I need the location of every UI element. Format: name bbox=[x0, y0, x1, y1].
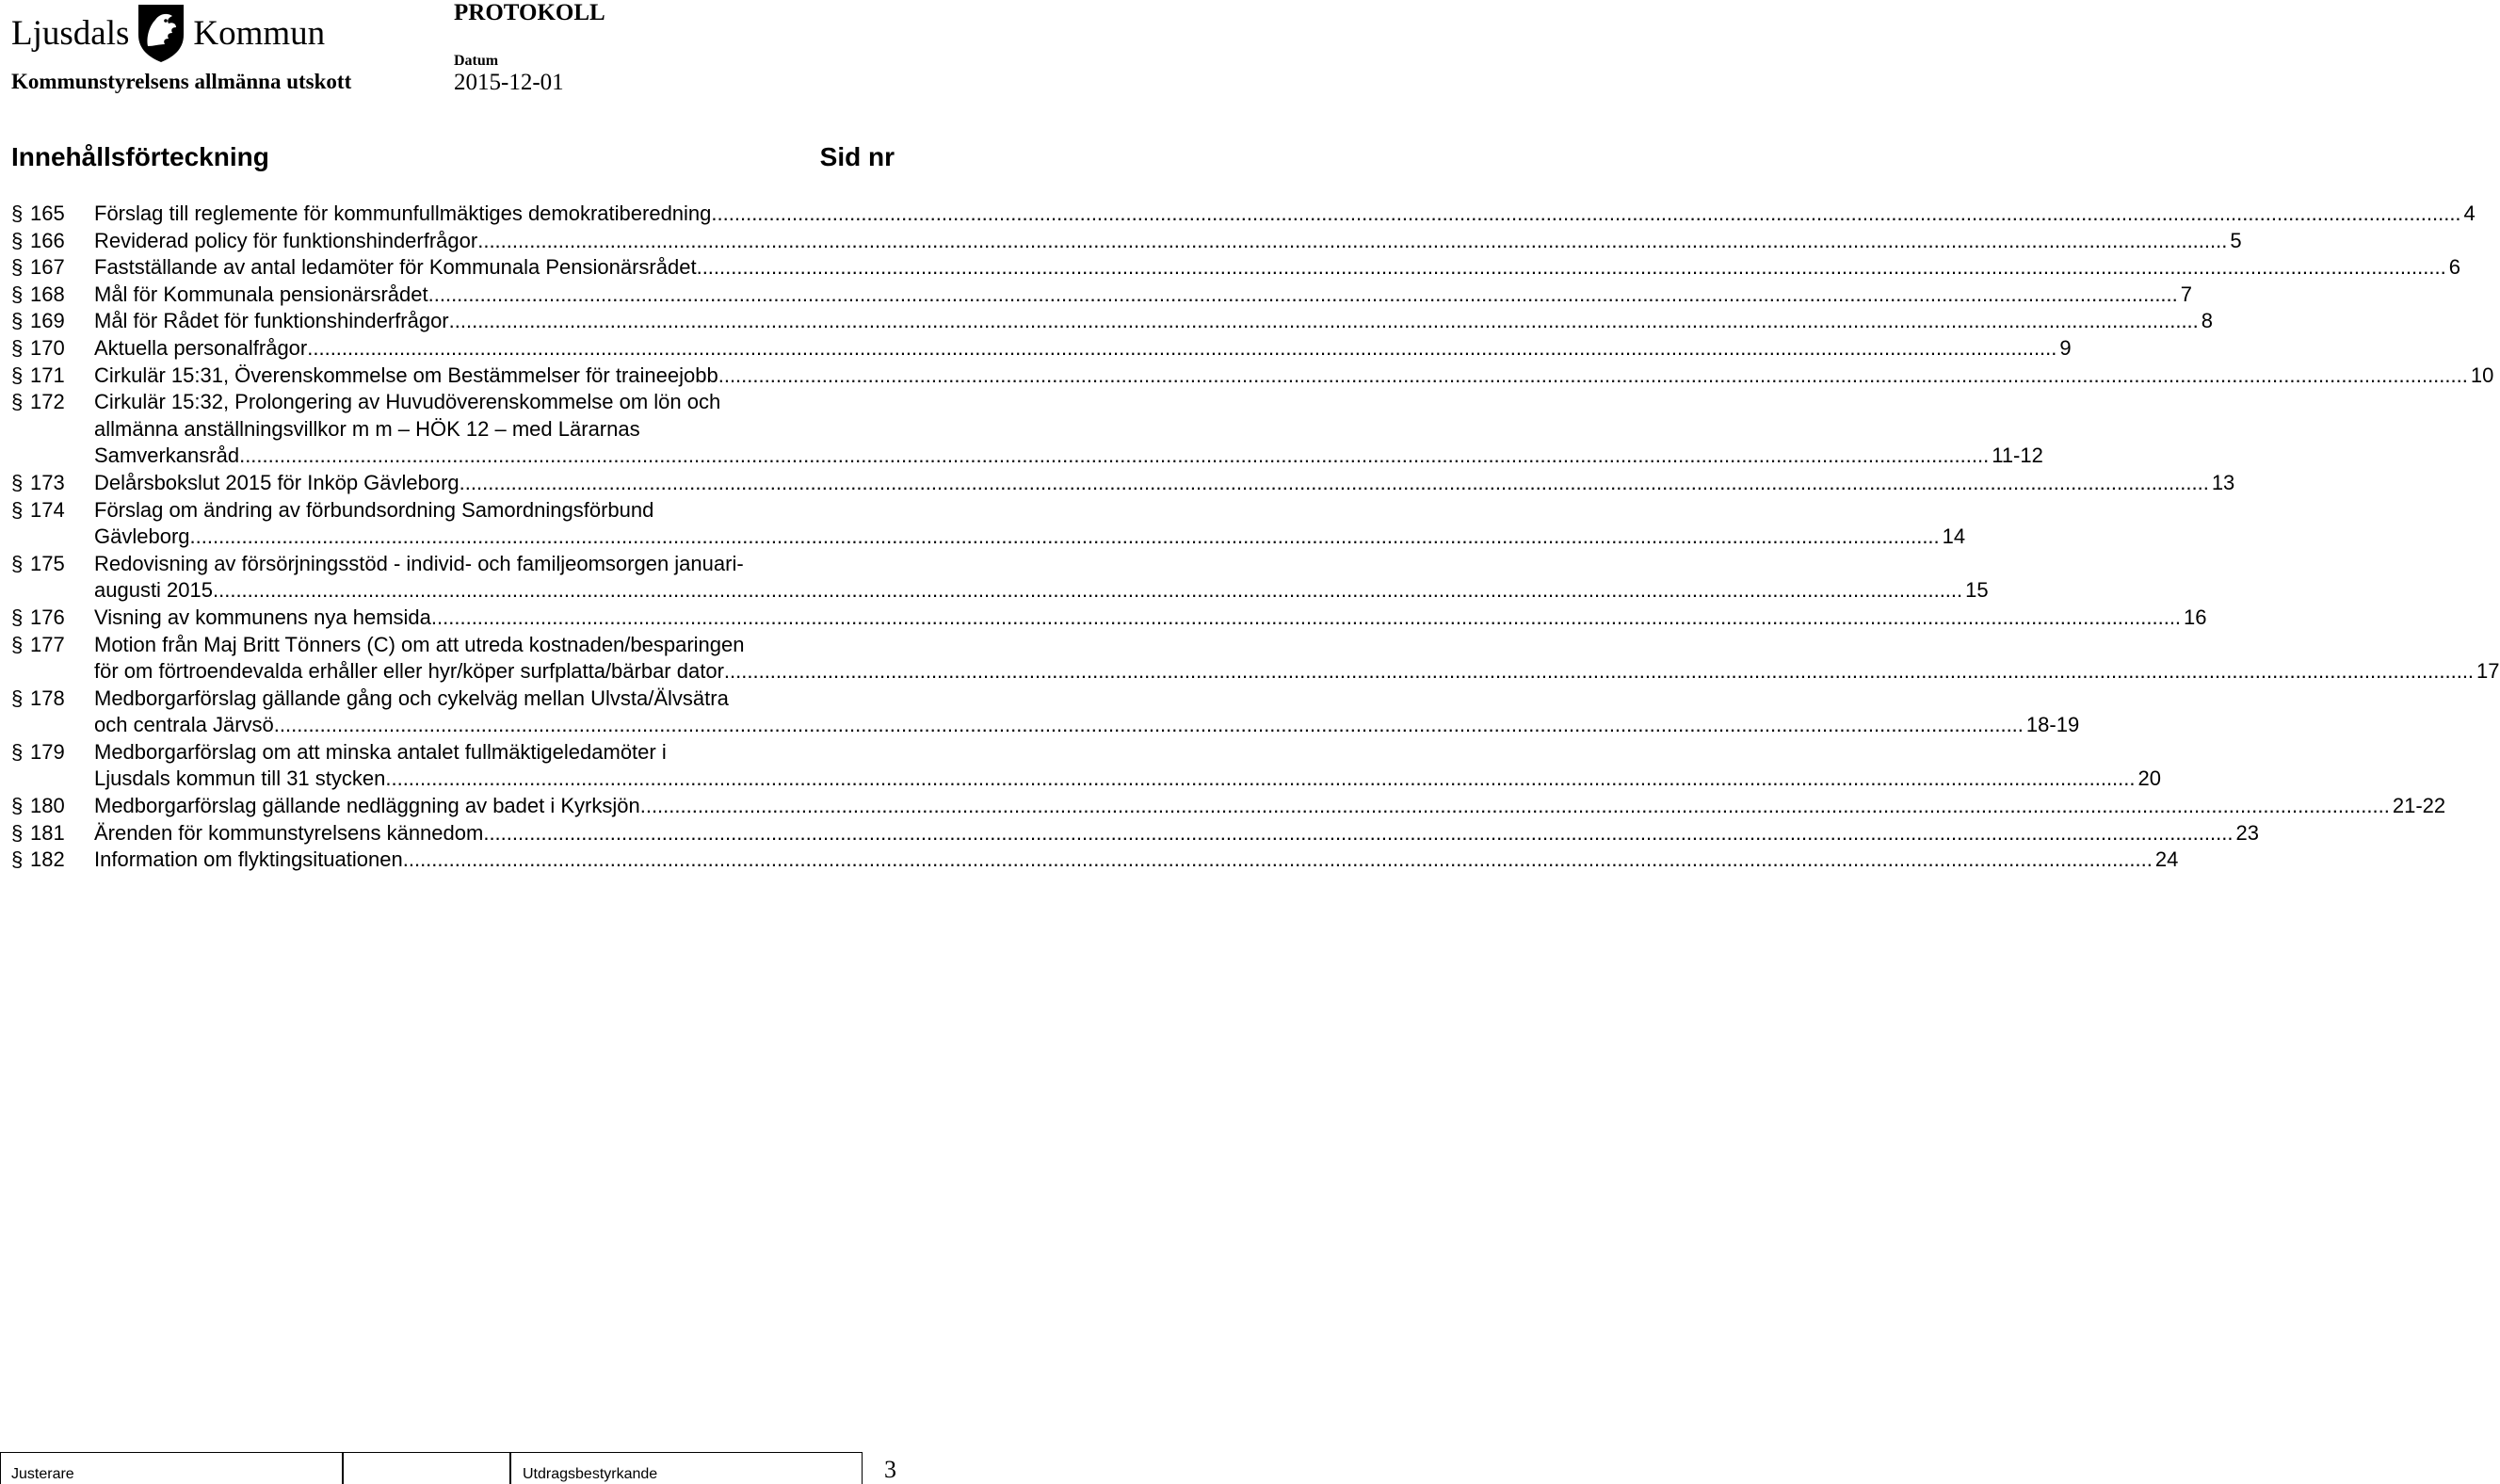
page-reference: 11-12 bbox=[1992, 444, 2043, 468]
dot-leader bbox=[403, 847, 2153, 874]
entry-last-line bbox=[94, 201, 2476, 228]
page-reference: 7 bbox=[2180, 282, 2193, 306]
entry-title: Visning av kommunens nya hemsida bbox=[94, 605, 431, 629]
entry-body bbox=[94, 254, 2460, 282]
entry-number: 174 bbox=[30, 497, 65, 522]
entry-last-line bbox=[94, 605, 2207, 632]
dot-leader bbox=[385, 766, 2135, 793]
paragraph-sign: § bbox=[11, 202, 24, 225]
entry-number: 176 bbox=[30, 605, 65, 629]
dot-leader bbox=[307, 335, 2056, 363]
page-reference: 24 bbox=[2154, 847, 2179, 872]
entry-number: 181 bbox=[30, 820, 65, 845]
entry-last-line bbox=[94, 766, 2161, 793]
paragraph-sign: § bbox=[11, 551, 24, 575]
dot-leader bbox=[449, 308, 2199, 335]
toc-entry bbox=[11, 551, 1989, 605]
page-reference: 8 bbox=[2201, 309, 2214, 333]
toc-entry bbox=[11, 201, 2476, 228]
toc-entry bbox=[11, 793, 2446, 820]
dot-leader bbox=[483, 820, 2233, 847]
entry-body bbox=[94, 201, 2476, 228]
entry-number: 171 bbox=[30, 363, 65, 387]
lion-crest-icon bbox=[135, 3, 187, 63]
page-reference: 20 bbox=[2137, 766, 2161, 791]
entry-number: 166 bbox=[30, 228, 65, 252]
page-reference: 17 bbox=[2476, 659, 2500, 684]
entry-body bbox=[94, 847, 2179, 874]
entry-title: Cirkulär 15:31, Överenskommelse om Bestämmelser för traineejobb bbox=[94, 363, 718, 387]
paragraph-sign: § bbox=[11, 739, 24, 764]
entry-title: för om förtroendevalda erhåller eller hyr/köper surfplatta/bärbar dator bbox=[94, 659, 724, 684]
signature-footer bbox=[0, 1452, 904, 1484]
paragraph-sign: § bbox=[11, 686, 24, 710]
entry-number: 167 bbox=[30, 255, 65, 280]
entry-body bbox=[94, 793, 2446, 820]
entry-title: Fastställande av antal ledamöter för Kommunala Pensionärsrådet bbox=[94, 255, 697, 280]
entry-number: 173 bbox=[30, 470, 65, 494]
page-reference: 4 bbox=[2463, 202, 2476, 225]
logo-text-right: Kommun bbox=[193, 13, 326, 53]
dot-leader bbox=[190, 524, 1940, 551]
entry-title: Medborgarförslag gällande nedläggning av badet i Kyrksjön bbox=[94, 794, 640, 818]
toc-entry bbox=[11, 389, 2043, 470]
toc-entry bbox=[11, 605, 2207, 632]
entry-last-line bbox=[94, 820, 2259, 847]
entry-title: Gävleborg bbox=[94, 524, 190, 549]
dot-leader bbox=[460, 470, 2209, 497]
justerare-label: Justerare bbox=[11, 1466, 74, 1482]
entry-title: augusti 2015 bbox=[94, 578, 213, 603]
entry-body bbox=[94, 632, 2500, 686]
entry-last-line bbox=[94, 335, 2072, 363]
dot-leader bbox=[640, 793, 2390, 820]
utdragsbestyrkande-label: Utdragsbestyrkande bbox=[523, 1466, 658, 1482]
entry-body bbox=[94, 470, 2235, 497]
entry-title: Reviderad policy för funktionshinderfrågor bbox=[94, 228, 478, 252]
logo-text-left: Ljusdals bbox=[11, 13, 130, 53]
entry-title-line: Medborgarförslag om att minska antalet fullmäktigeledamöter i bbox=[94, 739, 667, 764]
entry-title-line: Motion från Maj Britt Tönners (C) om att utreda kostnaden/besparingen bbox=[94, 632, 745, 656]
page-reference: 21-22 bbox=[2392, 794, 2446, 818]
document-type: PROTOKOLL bbox=[454, 0, 605, 25]
entry-body bbox=[94, 551, 1989, 605]
paragraph-sign: § bbox=[11, 282, 24, 306]
entry-number: 169 bbox=[30, 309, 65, 333]
dot-leader bbox=[239, 443, 1989, 470]
toc-entry bbox=[11, 335, 2072, 363]
entry-number: 179 bbox=[30, 739, 65, 764]
signature-box bbox=[343, 1452, 510, 1484]
entry-body bbox=[94, 686, 2080, 739]
entry-title: Delårsbokslut 2015 för Inköp Gävleborg bbox=[94, 470, 460, 494]
paragraph-sign: § bbox=[11, 363, 24, 387]
entry-number: 168 bbox=[30, 282, 65, 306]
dot-leader bbox=[711, 201, 2460, 228]
entry-body bbox=[94, 282, 2193, 309]
page-reference: 13 bbox=[2211, 470, 2235, 494]
entry-body bbox=[94, 228, 2242, 255]
date-label: Datum bbox=[454, 53, 499, 69]
entry-number: 172 bbox=[30, 390, 65, 414]
page-reference: 23 bbox=[2235, 820, 2259, 845]
entry-title: Ljusdals kommun till 31 stycken bbox=[94, 766, 386, 791]
toc-entry bbox=[11, 739, 2161, 793]
paragraph-sign: § bbox=[11, 228, 24, 252]
toc-entry bbox=[11, 632, 2500, 686]
paragraph-sign: § bbox=[11, 497, 24, 522]
paragraph-sign: § bbox=[11, 335, 24, 360]
paragraph-sign: § bbox=[11, 309, 24, 333]
entry-body bbox=[94, 335, 2072, 363]
dot-leader bbox=[724, 658, 2474, 686]
toc-entry bbox=[11, 820, 2259, 847]
municipality-logo bbox=[11, 2, 325, 64]
entry-title-line: Cirkulär 15:32, Prolongering av Huvudöverenskommelse om lön och bbox=[94, 390, 721, 414]
entry-last-line bbox=[94, 308, 2214, 335]
dot-leader bbox=[213, 577, 1962, 605]
toc-entry bbox=[11, 470, 2235, 497]
page-reference: 14 bbox=[1942, 524, 1966, 549]
table-of-contents bbox=[11, 201, 2500, 874]
entry-title: Samverkansråd bbox=[94, 444, 240, 468]
paragraph-sign: § bbox=[11, 820, 24, 845]
entry-title-line: Medborgarförslag gällande gång och cykelväg mellan Ulvsta/Älvsätra bbox=[94, 686, 729, 710]
entry-title: Mål för Rådet för funktionshinderfrågor bbox=[94, 309, 449, 333]
paragraph-sign: § bbox=[11, 847, 24, 872]
entry-title: Mål för Kommunala pensionärsrådet bbox=[94, 282, 428, 306]
entry-body bbox=[94, 605, 2207, 632]
entry-title: Aktuella personalfrågor bbox=[94, 335, 308, 360]
committee-name: Kommunstyrelsens allmänna utskott bbox=[11, 70, 352, 93]
toc-entry bbox=[11, 497, 1966, 551]
page-reference: 9 bbox=[2059, 335, 2072, 360]
dot-leader bbox=[477, 228, 2227, 255]
entry-number: 175 bbox=[30, 551, 65, 575]
paragraph-sign: § bbox=[11, 605, 24, 629]
dot-leader bbox=[718, 363, 2468, 390]
toc-entry bbox=[11, 308, 2214, 335]
entry-title-line: Förslag om ändring av förbundsordning Samordningsförbund bbox=[94, 497, 654, 522]
entry-last-line bbox=[94, 228, 2242, 255]
toc-entry bbox=[11, 686, 2080, 739]
page-reference: 18-19 bbox=[2025, 713, 2080, 737]
dot-leader bbox=[428, 282, 2178, 309]
entry-number: 180 bbox=[30, 794, 65, 818]
paragraph-sign: § bbox=[11, 632, 24, 656]
page-reference: 15 bbox=[1965, 578, 1989, 603]
entry-last-line bbox=[94, 847, 2179, 874]
toc-title: Innehållsförteckning bbox=[11, 142, 269, 171]
entry-last-line bbox=[94, 524, 1966, 551]
paragraph-sign: § bbox=[11, 255, 24, 280]
toc-entry bbox=[11, 847, 2179, 874]
page-reference: 10 bbox=[2470, 363, 2494, 387]
entry-title: Ärenden för kommunstyrelsens kännedom bbox=[94, 820, 484, 845]
entry-title: Förslag till reglemente för kommunfullmäktiges demokratiberedning bbox=[94, 202, 712, 225]
entry-body bbox=[94, 497, 1966, 551]
page-reference: 5 bbox=[2230, 228, 2242, 252]
entry-body bbox=[94, 389, 2043, 470]
toc-entry bbox=[11, 228, 2242, 255]
entry-title-line: allmänna anställningsvillkor m m – HÖK 12 – med Lärarnas bbox=[94, 416, 640, 441]
entry-last-line bbox=[94, 254, 2460, 282]
entry-number: 165 bbox=[30, 202, 65, 225]
entry-last-line bbox=[94, 793, 2446, 820]
entry-number: 178 bbox=[30, 686, 65, 710]
toc-entry bbox=[11, 363, 2494, 390]
entry-body bbox=[94, 820, 2259, 847]
entry-title: Information om flyktingsituationen bbox=[94, 847, 403, 872]
entry-last-line bbox=[94, 658, 2500, 686]
paragraph-sign: § bbox=[11, 390, 24, 414]
entry-number: 177 bbox=[30, 632, 65, 656]
toc-entry bbox=[11, 282, 2193, 309]
toc-entry bbox=[11, 254, 2460, 282]
entry-body bbox=[94, 739, 2161, 793]
dot-leader bbox=[697, 254, 2446, 282]
paragraph-sign: § bbox=[11, 470, 24, 494]
page-reference: 16 bbox=[2184, 605, 2207, 629]
entry-title-line: Redovisning av försörjningsstöd - individ- och familjeomsorgen januari- bbox=[94, 551, 744, 575]
page-column-label: Sid nr bbox=[819, 142, 895, 171]
dot-leader bbox=[274, 712, 2024, 739]
paragraph-sign: § bbox=[11, 794, 24, 818]
page-number: 3 bbox=[884, 1456, 896, 1483]
page-reference: 6 bbox=[2448, 255, 2460, 280]
entry-last-line bbox=[94, 470, 2235, 497]
entry-body bbox=[94, 363, 2494, 390]
entry-body bbox=[94, 308, 2214, 335]
entry-last-line bbox=[94, 577, 1989, 605]
entry-number: 182 bbox=[30, 847, 65, 872]
date-value: 2015-12-01 bbox=[454, 70, 564, 95]
entry-last-line bbox=[94, 363, 2494, 390]
entry-title: och centrala Järvsö bbox=[94, 713, 274, 737]
entry-number: 170 bbox=[30, 335, 65, 360]
entry-last-line bbox=[94, 712, 2080, 739]
dot-leader bbox=[431, 605, 2181, 632]
entry-last-line bbox=[94, 443, 2043, 470]
entry-last-line bbox=[94, 282, 2193, 309]
